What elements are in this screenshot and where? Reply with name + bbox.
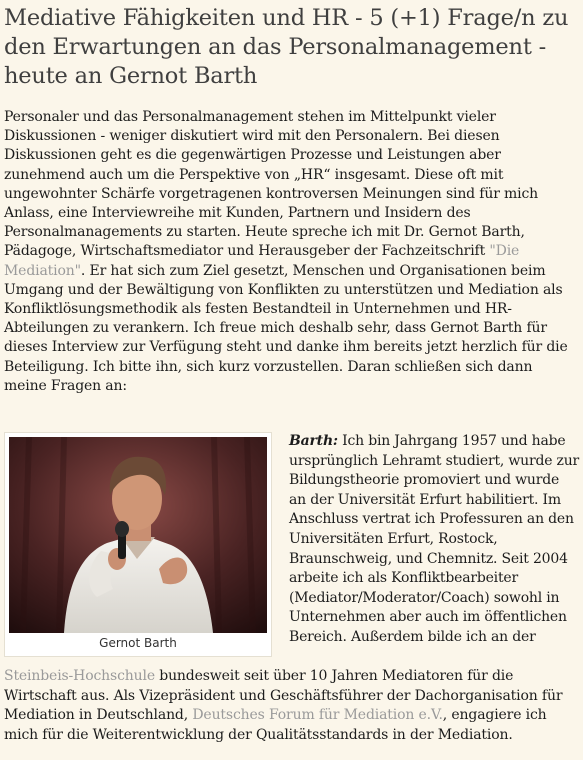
answer-line-1	[289, 432, 581, 452]
steinbeis-hochschule-link[interactable]: Steinbeis-Hochschule	[4, 668, 155, 684]
answer-line: Bereich. Außerdem bilde ich an der	[289, 628, 536, 645]
speaker-label: Barth:	[289, 433, 338, 449]
answer-line: Braunschweig, und Chemnitz. Seit 2004	[289, 550, 568, 567]
photo-figure	[4, 432, 272, 657]
answer-text-continued: bundesweit seit über 10 Jahren Mediatoren für die Wirtschaft aus. Als Vizepräsident und Geschäftsführer der Dachorganisation für Mediation in Deutschland,	[4, 668, 563, 724]
die-mediation-link[interactable]: "Die Mediation"	[4, 243, 520, 279]
answer-line: arbeite ich als Konfliktbearbeiter	[289, 570, 518, 587]
answer-line: Anschluss vertrat ich Professuren an den	[289, 511, 574, 528]
answer-continued	[4, 667, 579, 745]
intro-text-2: . Er hat sich zum Ziel gesetzt, Menschen und Organisationen beim Umgang und der Bewältigung von Konflikten zu unterstützen und Mediation als Konfliktlösungsmethodik als festen Bestandteil in Unternehmen und HR-Abteilungen zu verankern. Ich freue mich deshalb sehr, dass Gernot Barth für dieses Interview zur Verfügung steht und danke ihm bereits jetzt herzlich für die Beteiligung. Ich bitte ihn, sich kurz vorzustellen. Daran schließen sich dann meine Fragen an:	[4, 262, 568, 394]
intro-paragraph	[4, 108, 579, 396]
answer-line: ursprünglich Lehramt studiert, wurde zur	[289, 452, 580, 469]
gernot-barth-photo	[9, 437, 267, 633]
answer-text-end: , engagiere ich mich für die Weiterentwicklung der Qualitätsstandards in der Mediation.	[4, 707, 547, 743]
photo-caption: Gernot Barth	[99, 636, 177, 650]
answer-line: Bildungstheorie promoviert und wurde	[289, 472, 560, 489]
deutsches-forum-link[interactable]: Deutsches Forum für Mediation e.V.	[192, 707, 443, 724]
answer-line: Universitäten Erfurt, Rostock,	[289, 530, 498, 547]
answer-line: Unternehmen aber auch im öffentlichen	[289, 609, 567, 626]
article-title: Mediative Fähigkeiten und HR - 5 (+1) Frage/n zu den Erwartungen an das Personalmanagement - heute an Gernot Barth	[4, 5, 569, 89]
answer-line: an der Universität Erfurt habilitiert. Im	[289, 491, 561, 508]
answer-line: (Mediator/Moderator/Coach) sowohl in	[289, 589, 560, 606]
answer-text: Ich bin Jahrgang 1957 und habe	[337, 433, 566, 449]
intro-text-1: Personaler und das Personalmanagement stehen im Mittelpunkt vieler Diskussionen - weniger diskutiert wird mit den Personalern. Bei diesen Diskussionen geht es die gegenwärtigen Prozesse und Leistungen aber zunehmend auch um die Perspektive von „HR“ insgesamt. Diese oft mit ungewohnter Schärfe vorgetragenen kontroversen Meinungen sind für mich Anlass, eine Interviewreihe mit Kunden, Partnern und Insidern des Personalmanagements zu starten. Heute spreche ich mit Dr. Gernot Barth, Pädagoge, Wirtschaftsmediator und Herausgeber der Fachzeitschrift	[4, 109, 539, 260]
answer-intro	[289, 432, 581, 648]
